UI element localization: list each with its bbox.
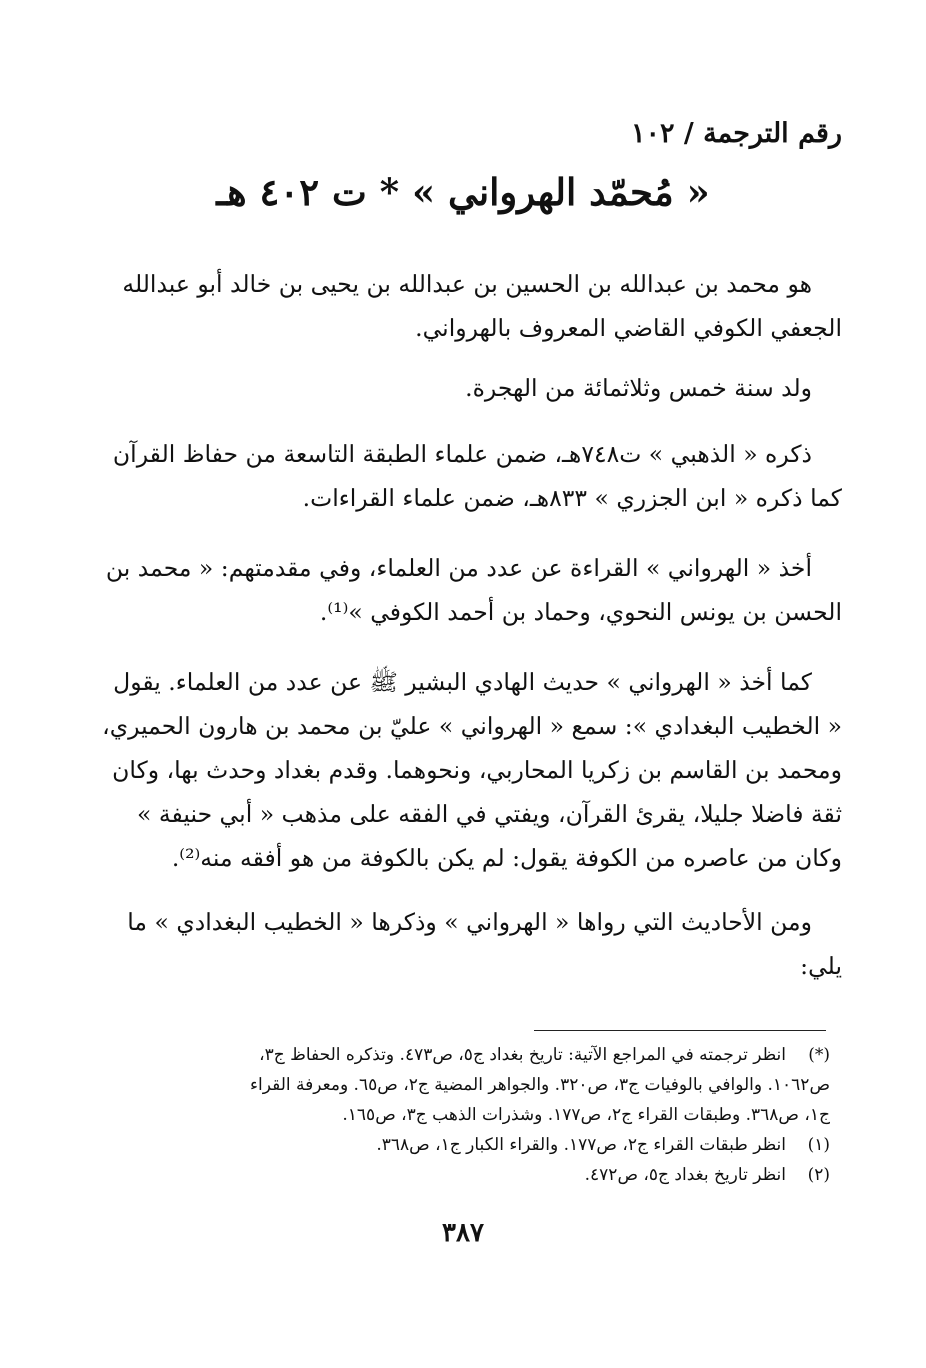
paragraph-teachers bbox=[105, 546, 842, 634]
paragraph-line: وكان من عاصره من الكوفة يقول: لم يكن بالكوفة من هو أفقه منه⁽²⁾. bbox=[171, 844, 842, 872]
footnote-line: انظر طبقات القراء ج٢، ص١٧٧. والقراء الكبار ج١، ص٣٦٨. bbox=[376, 1135, 786, 1155]
paragraph-line: ثقة فاضلا جليلا، يقرئ القرآن، ويفتي في الفقه على مذهب « أبي حنيفة » bbox=[137, 800, 842, 828]
footnote-marker: (٢) bbox=[807, 1165, 830, 1185]
paragraph-line: ولد سنة خمس وثلاثمائة من الهجرة. bbox=[465, 374, 812, 402]
footnote-2 bbox=[110, 1160, 830, 1190]
paragraph-hadith bbox=[102, 660, 842, 880]
footnote-divider bbox=[534, 1030, 826, 1031]
footnote-star bbox=[110, 1040, 830, 1130]
footnotes-section bbox=[110, 1040, 830, 1190]
paragraph-line: كما ذكره « ابن الجزري » ٨٣٣هـ، ضمن علماء القراءات. bbox=[302, 484, 842, 512]
footnote-line: ج١، ص٣٦٨. وطبقات القراء ج٢، ص١٧٧. وشذرات الذهب ج٣، ص١٦٥. bbox=[342, 1105, 830, 1125]
paragraph-line: هو محمد بن عبدالله بن الحسين بن عبدالله بن يحيى بن خالد أبو عبدالله bbox=[122, 270, 812, 298]
paragraph-line: كما أخذ « الهرواني » حديث الهادي البشير ﷺ عن عدد من العلماء. يقول bbox=[113, 668, 812, 696]
paragraph-line: ومن الأحاديث التي رواها « الهرواني » وذكرها « الخطيب البغدادي » ما bbox=[127, 908, 812, 936]
biography-title: « مُحمّد الهرواني » * ت ٤٠٢ هـ bbox=[216, 170, 710, 214]
paragraph-line: ذكره « الذهبي » ت٧٤٨هـ، ضمن علماء الطبقة التاسعة من حفاظ القرآن bbox=[112, 440, 812, 468]
paragraph-line: « الخطيب البغدادي »: سمع « الهرواني » عليّ بن محمد بن هارون الحميري، bbox=[102, 712, 842, 740]
paragraph-line: ومحمد بن القاسم بن زكريا المحاربي، ونحوهما. وقدم بغداد وحدث بها، وكان bbox=[112, 756, 842, 784]
footnote-line: انظر ترجمته في المراجع الآتية: تاريخ بغداد ج٥، ص٤٧٣. وتذكره الحفاظ ج٣، bbox=[259, 1045, 786, 1065]
paragraph-lineage bbox=[122, 262, 842, 350]
paragraph-mentions bbox=[112, 432, 842, 520]
paragraph-line: الجعفي الكوفي القاضي المعروف بالهرواني. bbox=[415, 314, 842, 342]
paragraph-birth bbox=[142, 366, 842, 410]
paragraph-line: يلي: bbox=[800, 952, 842, 980]
footnote-marker: (*) bbox=[808, 1045, 830, 1065]
paragraph-narrations bbox=[127, 900, 842, 988]
footnote-line: ص١٠٦٢. والوافي بالوفيات ج٣، ص٣٢٠. والجواهر المضية ج٢، ص٦٥. ومعرفة القراء bbox=[250, 1075, 830, 1095]
footnote-marker: (١) bbox=[807, 1135, 830, 1155]
entry-number-heading: رقم الترجمة / ١٠٢ bbox=[630, 118, 842, 149]
footnote-1 bbox=[110, 1130, 830, 1160]
footnote-line: انظر تاريخ بغداد ج٥، ص٤٧٢. bbox=[584, 1165, 786, 1185]
paragraph-line: الحسن بن يونس النحوي، وحماد بن أحمد الكوفي »⁽¹⁾. bbox=[319, 598, 842, 626]
page-number: ٣٨٧ bbox=[442, 1218, 484, 1248]
paragraph-line: أخذ « الهرواني » القراءة عن عدد من العلماء، وفي مقدمتهم: « محمد بن bbox=[105, 554, 812, 582]
